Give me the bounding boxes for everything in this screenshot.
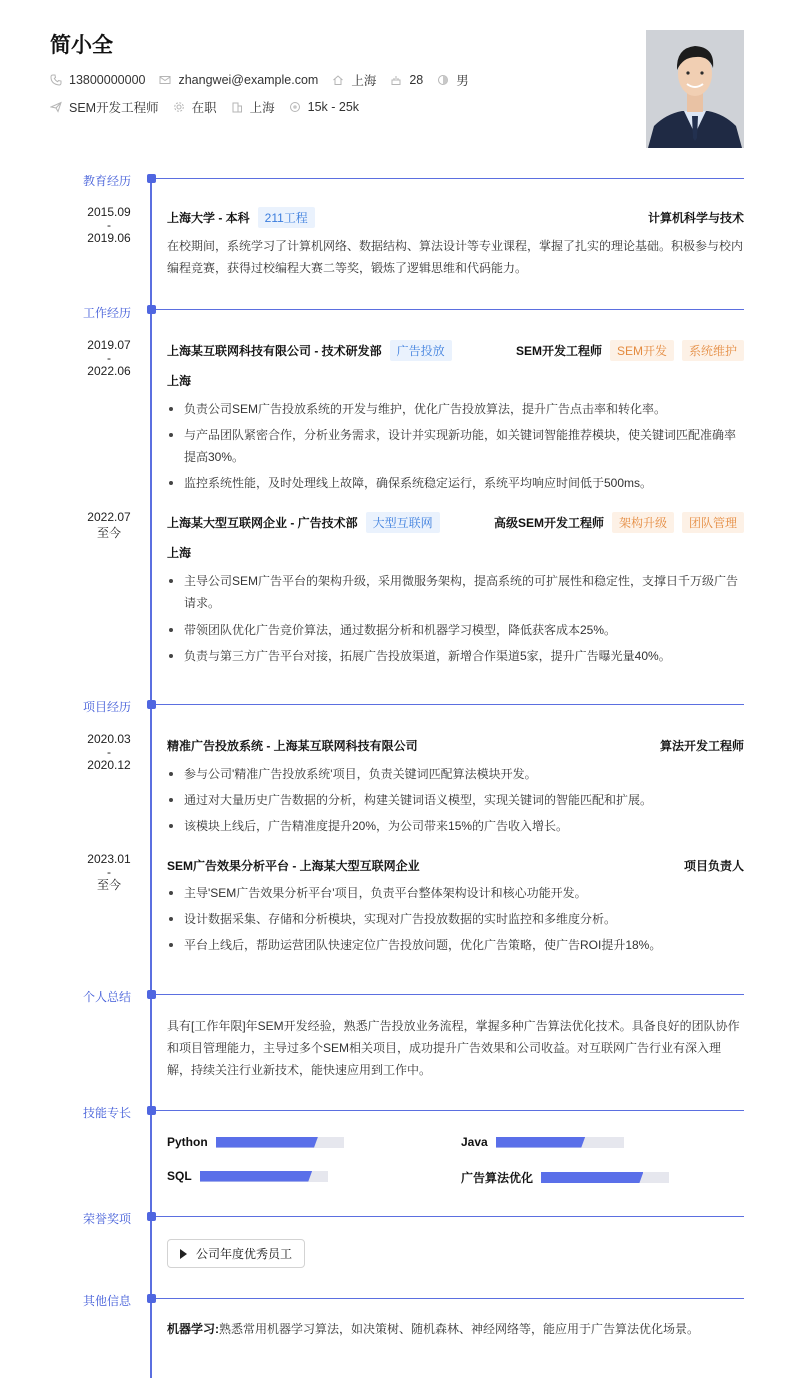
section-projects-title: 项目经历 <box>83 700 132 714</box>
project-title: 精准广告投放系统 - 上海某互联网科技有限公司 <box>167 739 418 753</box>
list-item: 该模块上线后，广告精准度提升20%，为公司带来15%的广告收入增长。 <box>167 815 744 837</box>
timeline-dot <box>147 1212 156 1221</box>
target-city-item <box>231 98 275 116</box>
profile-photo <box>646 30 744 148</box>
section-divider <box>156 704 744 705</box>
list-item: 主导公司SEM广告平台的架构升级，采用微服务架构，提高系统的可扩展性和稳定性，支撑日千万级广告请求。 <box>167 570 744 614</box>
project-title: SEM广告效果分析平台 - 上海某大型互联网企业 <box>167 859 420 873</box>
other-label: 机器学习: <box>167 1322 219 1336</box>
phone-text: 13800000000 <box>69 73 146 87</box>
award-item[interactable] <box>167 1239 305 1268</box>
play-icon <box>180 1249 187 1259</box>
home-icon <box>332 74 344 86</box>
education-description: 在校期间，系统学习了计算机网络、数据结构、算法设计等专业课程，掌握了扎实的理论基础。积极参与校内编程竞赛，获得过校编程大赛二等奖，锻炼了逻辑思维和代码能力。 <box>167 239 744 275</box>
skill-name: SQL <box>167 1169 192 1183</box>
company-name: 上海某互联网科技有限公司 - 技术研发部 <box>167 344 382 358</box>
status-item <box>173 98 217 116</box>
status-text: 在职 <box>191 101 217 115</box>
intent-row <box>50 98 373 116</box>
section-other-title: 其他信息 <box>83 1294 132 1308</box>
school-tag: 211工程 <box>258 207 315 228</box>
project-role: 算法开发工程师 <box>659 739 744 753</box>
skill-item <box>167 1169 328 1183</box>
skill-name: 广告算法优化 <box>461 1171 534 1185</box>
gender-text: 男 <box>456 74 469 88</box>
section-education-title: 教育经历 <box>83 174 132 188</box>
skill-name: Java <box>461 1135 488 1149</box>
list-item: 与产品团队紧密合作，分析业务需求，设计并实现新功能，如关键词智能推荐模块，使关键词匹配准确率提高30%。 <box>167 424 744 468</box>
skill-item <box>461 1135 624 1149</box>
section-divider <box>156 1110 744 1111</box>
timeline-dot <box>147 174 156 183</box>
role-tag: SEM开发 <box>610 340 674 361</box>
cake-icon <box>390 74 402 86</box>
major-name: 计算机科学与技术 <box>647 211 744 225</box>
city-item <box>332 71 376 89</box>
role-tag: 团队管理 <box>682 512 744 533</box>
contact-row <box>50 71 483 89</box>
skill-bar <box>200 1171 328 1182</box>
coin-icon <box>289 101 301 113</box>
company-name: 上海某大型互联网企业 - 广告技术部 <box>167 516 358 530</box>
project-dates: 2023.01 - 至今 <box>87 852 131 892</box>
section-divider <box>156 994 744 995</box>
salary-text: 15k - 25k <box>307 100 360 114</box>
education-head <box>167 207 744 228</box>
skill-bar-fill <box>200 1171 313 1182</box>
company-tag: 大型互联网 <box>366 512 440 533</box>
section-divider <box>156 178 744 179</box>
city-text: 上海 <box>351 74 377 88</box>
job-title-text: SEM开发工程师 <box>69 101 159 115</box>
role-name: SEM开发工程师 <box>515 344 602 358</box>
skill-name: Python <box>167 1135 208 1149</box>
other-info <box>167 1320 699 1337</box>
section-skills-title: 技能专长 <box>83 1106 132 1120</box>
section-divider <box>156 1216 744 1217</box>
role-tag: 架构升级 <box>612 512 674 533</box>
timeline-dot <box>147 305 156 314</box>
gender-icon <box>437 74 449 86</box>
skill-bar <box>496 1137 624 1148</box>
gear-icon <box>173 101 185 113</box>
summary-text: 具有[工作年限]年SEM开发经验，熟悉广告投放业务流程，掌握多种广告算法优化技术。具备良好的团队协作和项目管理能力，主导过多个SEM相关项目，成功提升广告效果和公司收益。对互联网广告行业有深入理解，持续关注行业新技术，能快速应用到工作中。 <box>167 1019 740 1077</box>
project-head <box>167 857 744 874</box>
skill-bar-fill <box>496 1137 586 1148</box>
gender-item <box>437 71 469 89</box>
work-dates: 2019.07 - 2022.06 <box>87 338 131 378</box>
school-name: 上海大学 - 本科 <box>167 211 250 225</box>
work-head <box>167 340 744 361</box>
list-item: 主导'SEM广告效果分析平台'项目，负责平台整体架构设计和核心功能开发。 <box>167 882 744 904</box>
age-item <box>390 73 423 87</box>
phone-item <box>50 73 145 87</box>
work-dates: 2022.07 至今 <box>87 510 131 540</box>
skill-bar <box>216 1137 344 1148</box>
work-head <box>167 512 744 533</box>
timeline-dot <box>147 700 156 709</box>
email-item <box>159 73 318 87</box>
project-role: 项目负责人 <box>683 859 744 873</box>
award-text: 公司年度优秀员工 <box>196 1247 293 1261</box>
timeline-line <box>150 176 152 1378</box>
skill-item <box>167 1135 344 1149</box>
phone-icon <box>50 74 62 86</box>
mail-icon <box>159 74 171 86</box>
send-icon <box>50 101 62 113</box>
list-item: 带领团队优化广告竞价算法，通过数据分析和机器学习模型，降低获客成本25%。 <box>167 619 744 641</box>
list-item: 监控系统性能，及时处理线上故障，确保系统稳定运行，系统平均响应时间低于500ms。 <box>167 472 744 494</box>
other-text: 熟悉常用机器学习算法，如决策树、随机森林、神经网络等，能应用于广告算法优化场景。 <box>219 1322 700 1336</box>
list-item: 平台上线后，帮助运营团队快速定位广告投放问题，优化广告策略，使广告ROI提升18%。 <box>167 934 744 956</box>
role-tag: 系统维护 <box>682 340 744 361</box>
email-text: zhangwei@example.com <box>178 73 319 87</box>
list-item: 设计数据采集、存储和分析模块，实现对广告投放数据的实时监控和多维度分析。 <box>167 908 744 930</box>
target-city-text: 上海 <box>249 101 275 115</box>
skill-bar <box>541 1172 669 1183</box>
building-icon <box>231 101 243 113</box>
list-item: 参与公司'精准广告投放系统'项目，负责关键词匹配算法模块开发。 <box>167 763 744 785</box>
list-item: 负责与第三方广告平台对接，拓展广告投放渠道，新增合作渠道5家，提升广告曝光量40%。 <box>167 645 744 667</box>
skill-item <box>461 1169 669 1186</box>
list-item: 负责公司SEM广告投放系统的开发与维护，优化广告投放算法，提升广告点击率和转化率。 <box>167 398 744 420</box>
project-head <box>167 737 744 754</box>
education-dates: 2015.09 - 2019.06 <box>87 205 131 245</box>
role-name: 高级SEM开发工程师 <box>493 516 604 530</box>
work-location: 上海 <box>167 374 192 388</box>
salary-item <box>289 100 359 114</box>
section-summary-title: 个人总结 <box>83 990 132 1004</box>
timeline-dot <box>147 1294 156 1303</box>
skill-bar-fill <box>216 1137 318 1148</box>
section-divider <box>156 1298 744 1299</box>
section-work-title: 工作经历 <box>83 306 132 320</box>
project-dates: 2020.03 - 2020.12 <box>87 732 131 772</box>
company-tag: 广告投放 <box>390 340 452 361</box>
skill-bar-fill <box>541 1172 643 1183</box>
section-awards-title: 荣誉奖项 <box>83 1212 132 1226</box>
candidate-name: 简小全 <box>50 34 113 57</box>
timeline-dot <box>147 1106 156 1115</box>
age-text: 28 <box>409 73 424 87</box>
work-location: 上海 <box>167 546 192 560</box>
timeline-dot <box>147 990 156 999</box>
job-title-item <box>50 98 159 116</box>
section-divider <box>156 309 744 310</box>
list-item: 通过对大量历史广告数据的分析，构建关键词语义模型，实现关键词的智能匹配和扩展。 <box>167 789 744 811</box>
